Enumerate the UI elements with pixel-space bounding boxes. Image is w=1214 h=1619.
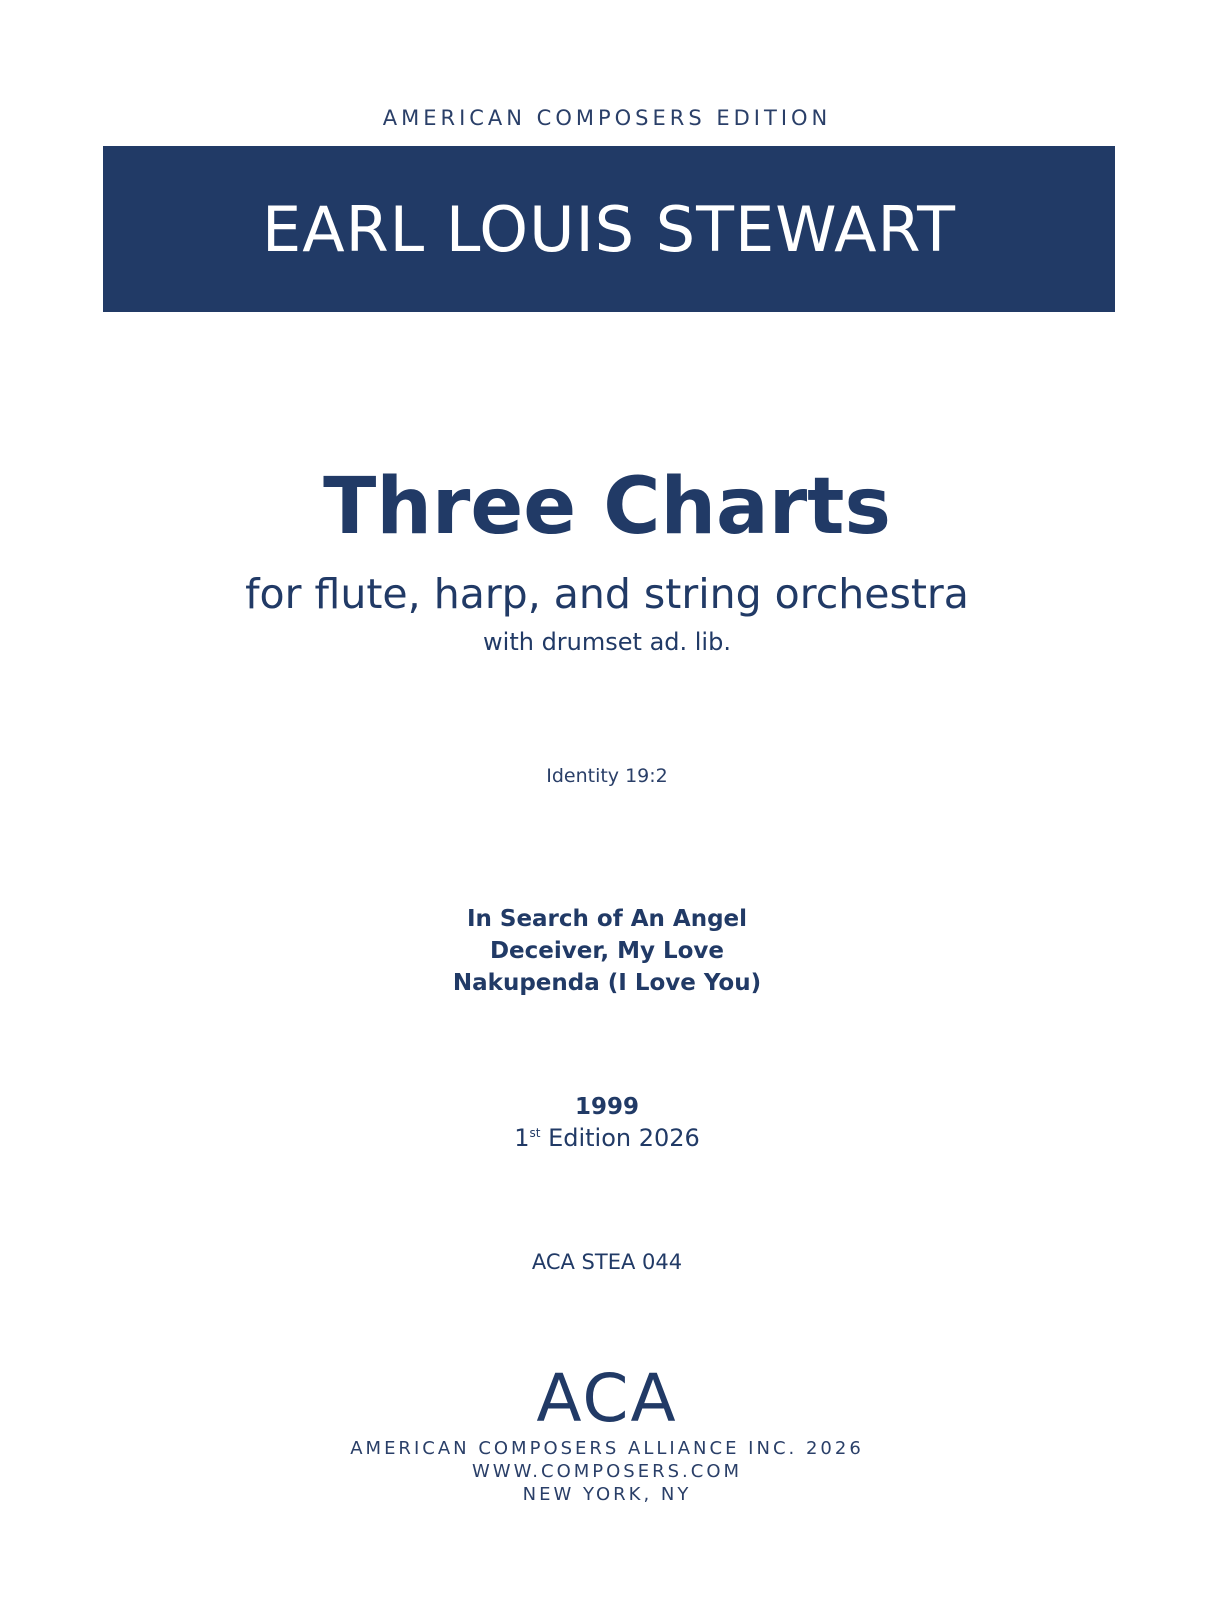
work-title: Three Charts [323, 462, 891, 552]
edition-text: Edition 2026 [540, 1124, 700, 1152]
movement-item: In Search of An Angel [466, 906, 748, 932]
publisher-logo: ACA [536, 1360, 678, 1437]
edition-ordinal-suffix: st [529, 1126, 541, 1140]
instrumentation: for flute, harp, and string orchestra [245, 570, 969, 618]
movement-item: Nakupenda (I Love You) [452, 970, 762, 996]
composer-name: EARL LOUIS STEWART [262, 192, 956, 266]
edition-line [0, 1124, 1214, 1152]
composition-year: 1999 [574, 1094, 639, 1120]
edition-number: 1 [514, 1124, 530, 1152]
catalog-note: Identity 19:2 [546, 765, 668, 787]
catalog-code: ACA STEA 044 [531, 1250, 683, 1274]
movement-item: Deceiver, My Love [489, 938, 725, 964]
publisher-website: WWW.COMPOSERS.COM [471, 1461, 743, 1482]
publisher-block [0, 1437, 1214, 1506]
movement-list [0, 903, 1214, 999]
series-name: AMERICAN COMPOSERS EDITION [382, 106, 832, 130]
publisher-location: NEW YORK, NY [522, 1484, 692, 1505]
instrumentation-note: with drumset ad. lib. [483, 628, 731, 656]
composer-banner [103, 146, 1115, 312]
publisher-name: AMERICAN COMPOSERS ALLIANCE INC. 2026 [350, 1438, 864, 1459]
